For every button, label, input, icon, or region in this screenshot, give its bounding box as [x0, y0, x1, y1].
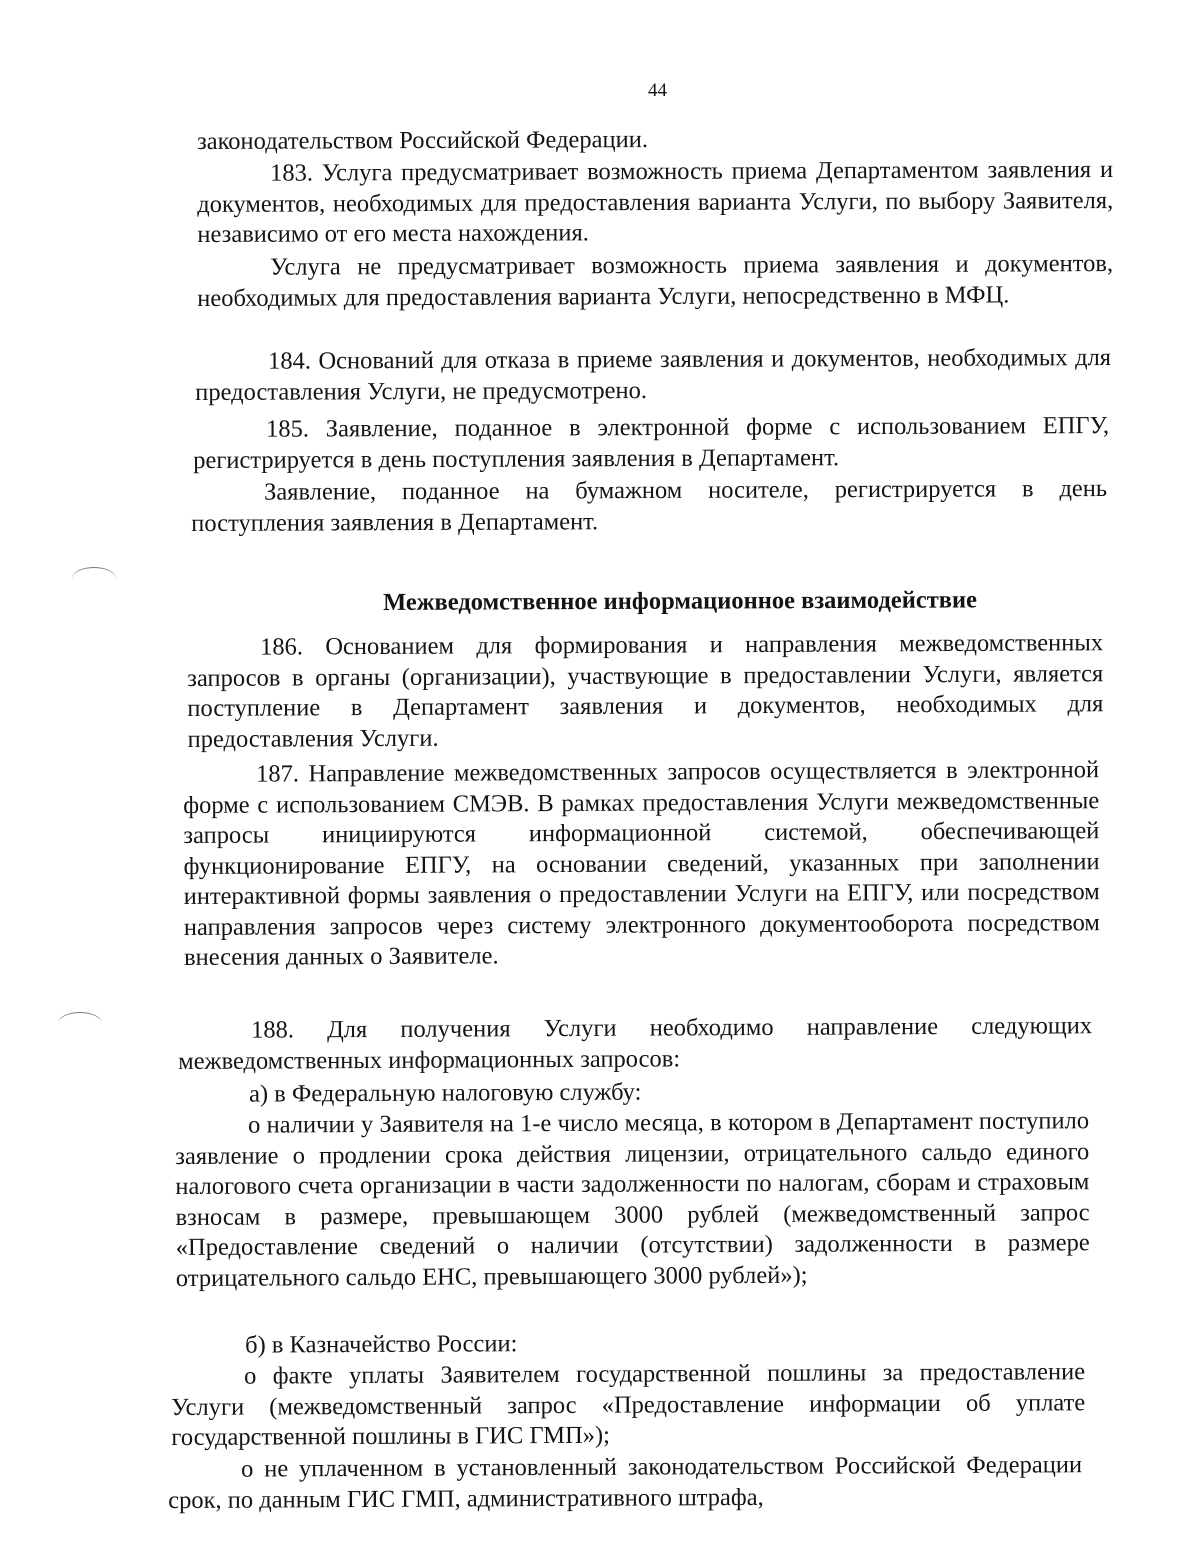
- paragraph-185: 185. Заявление, поданное в электронной форме с использованием ЕПГУ, регистрируется в день поступления заявления в Департамент.: [193, 412, 1110, 474]
- paragraph-185-note: Заявление, поданное на бумажном носителе, регистрируется в день поступления заявления в Департамент.: [191, 475, 1108, 537]
- paragraph-188: 188. Для получения Услуги необходимо направление следующих межведомственных информационных запросов:: [178, 1012, 1093, 1075]
- paragraph-188-b: б) в Казначейство России:: [245, 1330, 518, 1359]
- scan-hole-mark: [58, 1012, 102, 1035]
- paragraph-183-note: Услуга не предусматривает возможность приема заявления и документов, необходимых для предоставления варианта Услуги, непосредственно в МФЦ.: [197, 250, 1114, 312]
- paragraph-187: 187. Направление межведомственных запросов осуществляется в электронной форме с использованием СМЭВ. В рамках предоставления Услуги межведомственные запросы инициируются информационной системой, обеспечивающей функционирование ЕПГУ, на основании сведений, указанных при заполнении интерактивной формы заявления о предоставлении Услуги на ЕПГУ, или посредством направления запросов через систему электронного документооборота посредством внесения данных о Заявителе.: [183, 756, 1100, 971]
- paragraph-188-b-item-2: о не уплаченном в установленный законодательством Российской Федерации срок, по данным ГИС ГМП, административного штрафа,: [168, 1451, 1083, 1514]
- paragraph-184: 184. Оснований для отказа в приеме заявления и документов, необходимых для предоставления Услуги, не предусмотрено.: [195, 344, 1112, 406]
- page-number: 44: [648, 80, 667, 101]
- paragraph-183: 183. Услуга предусматривает возможность приема Департаментом заявления и документов, необходимых для предоставления варианта Услуги, по выбору Заявителя, независимо от его места нахождения.: [197, 156, 1114, 248]
- scan-hole-mark: [72, 567, 116, 590]
- paragraph-186: 186. Основанием для формирования и направления межведомственных запросов в органы (организации), участвующие в предоставлении Услуги, является поступление в Департамент заявления и документов, необходимых для предоставления Услуги.: [187, 629, 1104, 753]
- paragraph-188-a-item: о наличии у Заявителя на 1-е число месяца, в котором в Департамент поступило заявление о продлении срока действия лицензии, отрицательного сальдо единого налогового счета организации в части задолженности по налогам, сборам и страховым взносам в размере, превышающем 3000 рублей (межведомственный запрос «Предоставление сведений о наличии (отсутствии) задолженности в размере отрицательного сальдо ЕНС, превышающего 3000 рублей»);: [175, 1107, 1090, 1292]
- section-heading: Межведомственное информационное взаимодействие: [383, 586, 977, 616]
- paragraph-continuation: законодательством Российской Федерации.: [197, 126, 649, 155]
- paragraph-188-b-item-1: о факте уплаты Заявителем государственной пошлины за предоставление Услуги (межведомственный запрос «Предоставление информации об уплате государственной пошлины в ГИС ГМП»);: [171, 1358, 1086, 1451]
- paragraph-188-a: а) в Федеральную налоговую службу:: [249, 1078, 642, 1108]
